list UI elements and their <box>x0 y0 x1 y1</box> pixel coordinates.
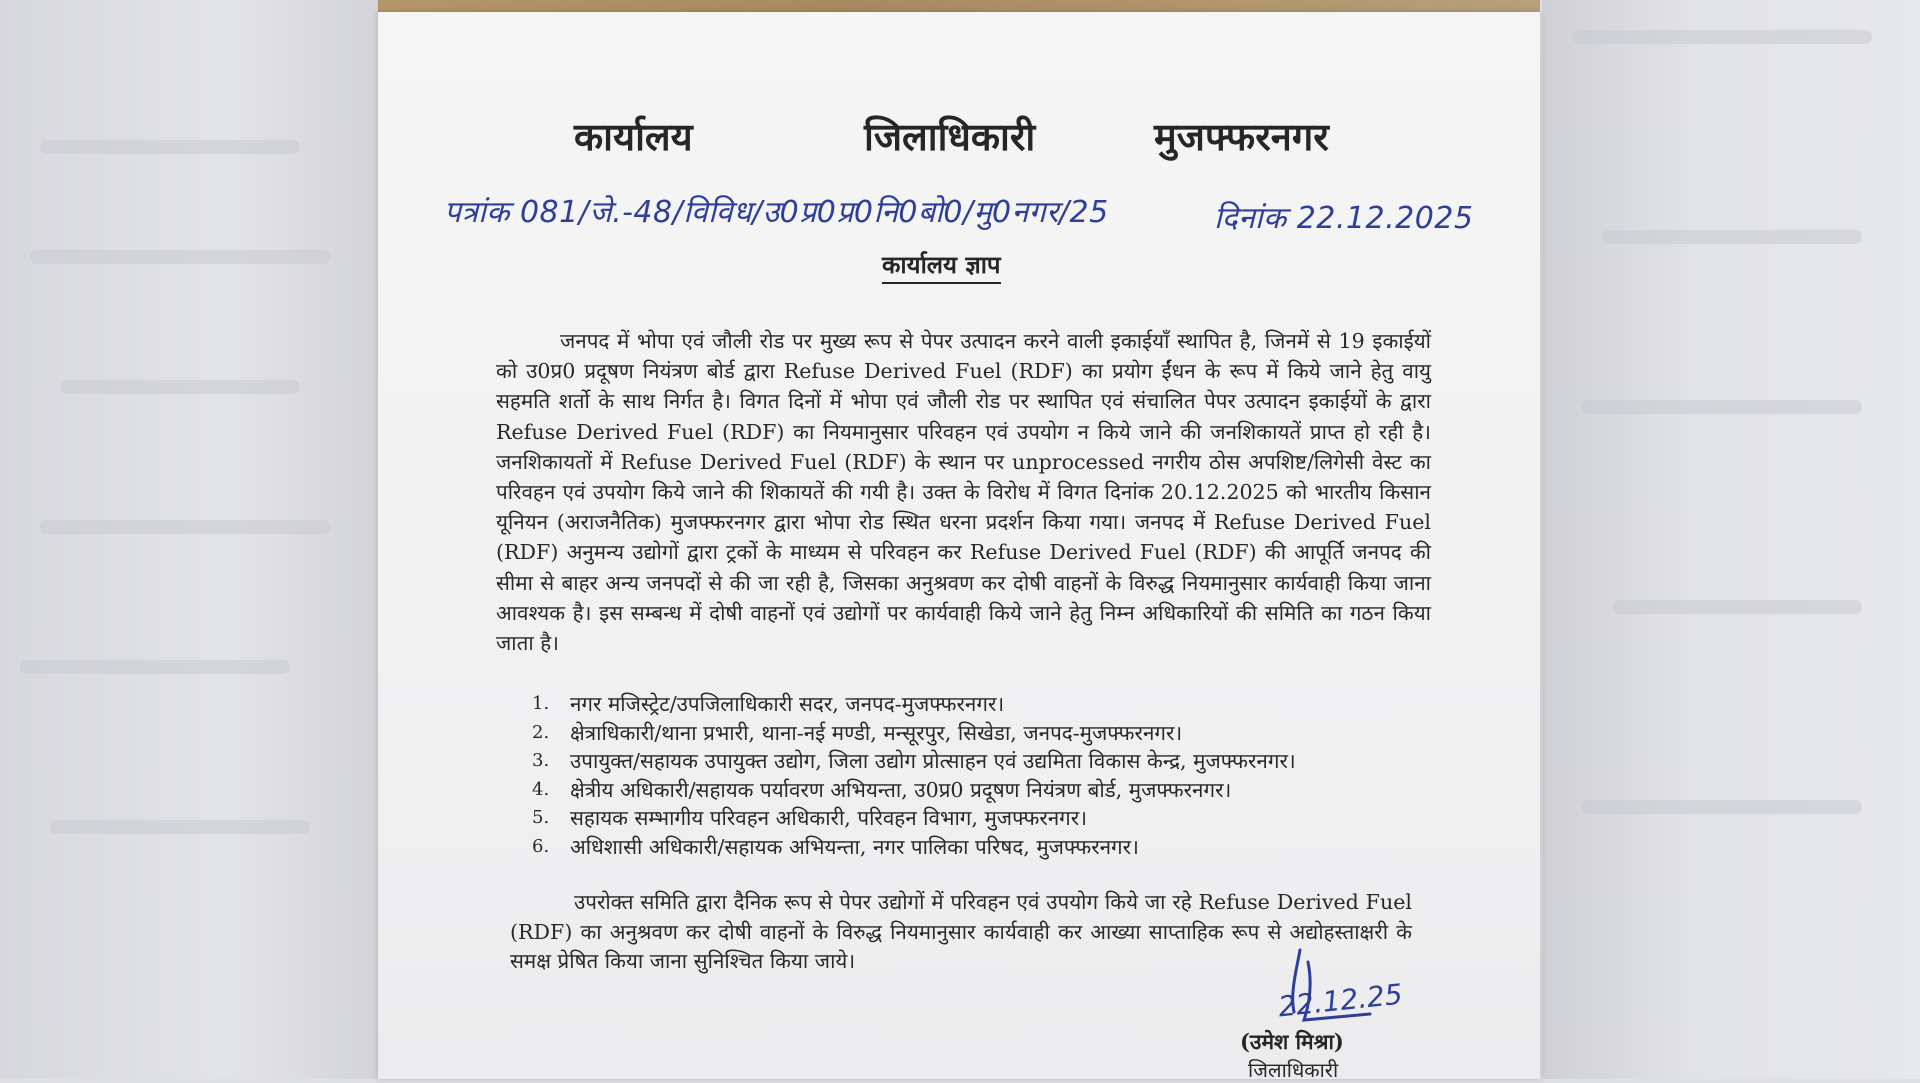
letterhead-office: कार्यालय <box>574 114 693 159</box>
letterhead <box>378 110 1540 170</box>
reference-date: दिनांक 22.12.2025 <box>1214 201 1474 236</box>
signer-name: (उमेश मिश्रा) <box>1240 1029 1344 1054</box>
list-item <box>532 690 1428 719</box>
list-item-number: 5. <box>532 807 550 829</box>
list-item-text: क्षेत्रीय अधिकारी/सहायक पर्यावरण अभियन्ता, उ0प्र0 प्रदूषण नियंत्रण बोर्ड, मुजफ्फरनगर। <box>570 777 1232 802</box>
letterhead-district: मुजफ्फरनगर <box>1154 114 1329 159</box>
committee-list <box>532 690 1428 862</box>
list-item-text: सहायक सम्भागीय परिवहन अधिकारी, परिवहन विभाग, मुजफ्फरनगर। <box>570 806 1088 831</box>
list-item <box>532 776 1428 805</box>
list-item-number: 3. <box>532 750 550 772</box>
list-item-text: उपायुक्त/सहायक उपायुक्त उद्योग, जिला उद्योग प्रोत्साहन एवं उद्यमिता विकास केन्द्र, मुजफ्फरनगर। <box>570 749 1296 774</box>
blurred-text-line <box>30 250 330 264</box>
closing-paragraph: उपरोक्त समिति द्वारा दैनिक रूप से पेपर उद्योगों में परिवहन एवं उपयोग किये जा रहे Refuse Derived Fuel (RDF) का अनुश्रवण कर दोषी वाहनों के विरुद्ध नियमानुसार कार्यवाही कर आख्या साप्ताहिक रूप से अद्योहस्ताक्षरी के समक्ष प्रेषित किया जाना सुनिश्चित किया जाये। <box>510 890 1412 973</box>
list-item-text: नगर मजिस्ट्रेट/उपजिलाधिकारी सदर, जनपद-मुजफ्फरनगर। <box>570 692 1005 716</box>
blurred-text-line <box>1572 30 1872 44</box>
signature-date: 22.12.25 <box>1276 977 1405 1024</box>
board-edge <box>378 0 1540 12</box>
list-item-number: 2. <box>532 721 550 743</box>
letterhead-designation: जिलाधिकारी <box>864 114 1036 159</box>
blurred-text-line <box>50 820 310 834</box>
blurred-text-line <box>1582 800 1862 814</box>
office-memo-document <box>378 12 1540 1082</box>
memo-title: कार्यालय ज्ञाप <box>882 248 1001 284</box>
blurred-text-line <box>40 520 330 534</box>
body-paragraph: जनपद में भोपा एवं जौली रोड पर मुख्य रूप से पेपर उत्पादन करने वाली इकाईयाँ स्थापित है, जिनमें से 19 इकाईयों को उ0प्र0 प्रदूषण नियंत्रण बोर्ड द्वारा Refuse Derived Fuel (RDF) का प्रयोग ईंधन के रूप में किये जाने हेतु वायु सहमति शर्तो के साथ निर्गत है। विगत दिनों में भोपा एवं जौली रोड पर स्थापित एवं संचालित पेपर उत्पादन इकाईयों के द्वारा Refuse Derived Fuel (RDF) का नियमानुसार परिवहन एवं उपयोग न किये जाने की जनशिकायतें प्राप्त हो रही है। जनशिकायतों में Refuse Derived Fuel (RDF) के स्थान पर unprocessed नगरीय ठोस अपशिष्ट/लिगेसी वेस्ट का परिवहन एवं उपयोग किये जाने की शिकायतें की गयी है। उक्त के विरोध में विगत दिनांक 20.12.2025 को भारतीय किसान यूनियन (अराजनैतिक) मुजफ्फरनगर द्वारा भोपा रोड स्थित धरना प्रदर्शन किया गया। जनपद में Refuse Derived Fuel (RDF) अनुमन्य उद्योगों द्वारा ट्रकों के माध्यम से परिवहन कर Refuse Derived Fuel (RDF) की आपूर्ति जनपद की सीमा से बाहर अन्य जनपदों से की जा रही है, जिसका अनुश्रवण कर दोषी वाहनों के विरुद्ध नियमानुसार कार्यवाही किया जाना आवश्यक है। इस सम्बन्ध में दोषी वाहनों एवं उद्योगों पर कार्यवाही किये जाने हेतु निम्न अधिकारियों की समिति का गठन किया जाता है। <box>496 329 1432 656</box>
background-left <box>0 0 378 1079</box>
list-item-text: क्षेत्राधिकारी/थाना प्रभारी, थाना-नई मण्डी, मन्सूरपुर, सिखेडा, जनपद-मुजफ्फरनगर। <box>570 720 1183 745</box>
list-item <box>532 833 1428 862</box>
list-item-number: 6. <box>532 835 550 857</box>
reference-number: पत्रांक 081/जे.-48/विविध/उ0प्र0प्र0नि0बो0/मु0नगर/25 <box>444 195 1109 230</box>
list-item-number: 1. <box>532 693 550 714</box>
reference-line <box>444 190 1504 236</box>
list-item <box>532 747 1428 776</box>
list-item <box>532 719 1428 748</box>
blurred-text-line <box>1612 600 1862 614</box>
blurred-text-line <box>20 660 290 674</box>
blurred-text-line <box>60 380 300 394</box>
blurred-text-line <box>1602 230 1862 244</box>
background-right <box>1542 0 1920 1079</box>
blurred-text-line <box>40 140 300 154</box>
blurred-text-line <box>1582 400 1862 414</box>
signer-title: जिलाधिकारी <box>1248 1058 1339 1082</box>
list-item-number: 4. <box>532 778 550 800</box>
list-item-text: अधिशासी अधिकारी/सहायक अभियन्ता, नगर पालिका परिषद, मुजफ्फरनगर। <box>570 834 1139 859</box>
list-item <box>532 804 1428 833</box>
